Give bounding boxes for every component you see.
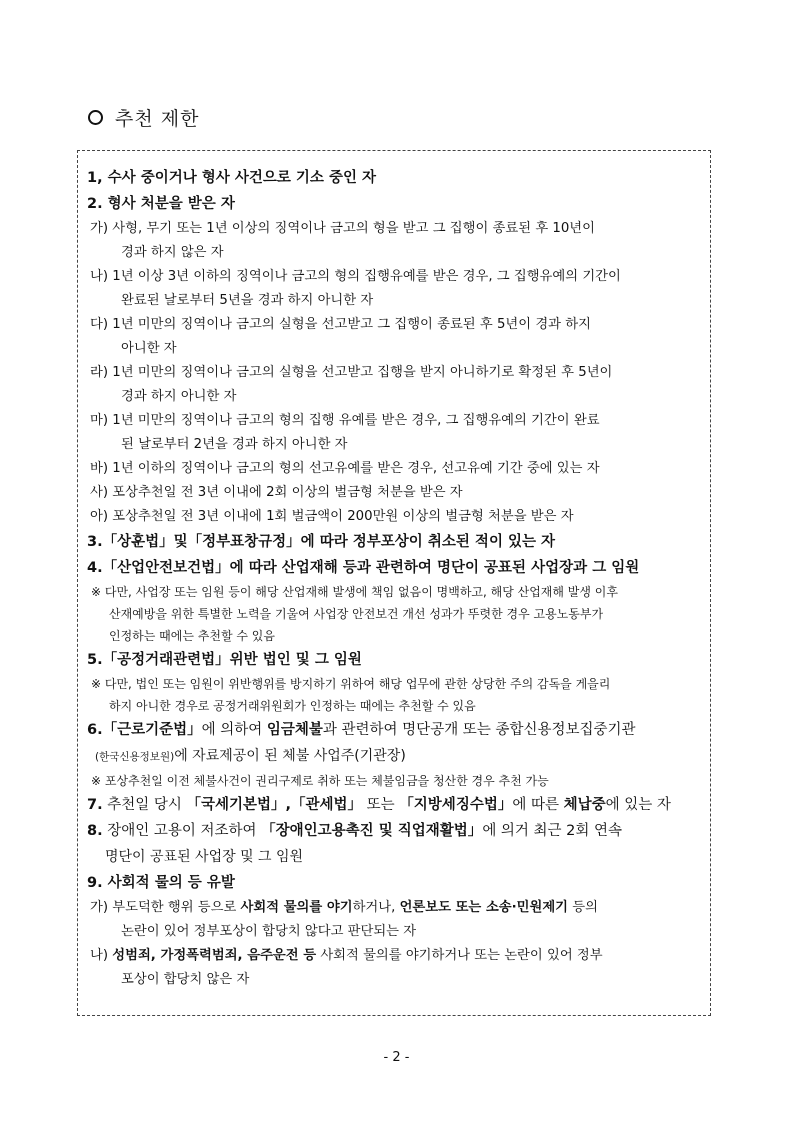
- line-text: 라) 1년 미만의 징역이나 금고의 실형을 선고받고 집행을 받지 아니하기로 확정된 후 5년이: [90, 365, 613, 380]
- restriction-line: [87, 481, 702, 505]
- line-text: (한국신용정보원): [95, 751, 175, 763]
- restriction-line: [87, 409, 702, 433]
- line-text: 경과 하지 아니한 자: [121, 389, 237, 404]
- line-text: ※ 다만, 법인 또는 임원이 위반행위를 방지하기 위하여 해당 업무에 관한 상당한 주의 감독을 게을리: [91, 677, 611, 691]
- restriction-line: [87, 581, 702, 603]
- line-text: 하거나,: [352, 900, 400, 915]
- restriction-line: [87, 361, 702, 385]
- line-text: 된 날로부터 2년을 경과 하지 아니한 자: [121, 437, 348, 452]
- restriction-line: [87, 968, 702, 992]
- restriction-line: [87, 818, 702, 844]
- line-text: 경과 하지 않은 자: [121, 245, 224, 260]
- line-text: 가) 부도덕한 행위 등으로: [90, 900, 241, 915]
- line-text: 사) 포상추천일 전 3년 이내에 2회 이상의 벌금형 처분을 받은 자: [90, 485, 463, 500]
- restriction-line: [87, 647, 702, 673]
- restriction-line: [87, 337, 702, 361]
- line-text: 명단이 공표된 사업장 및 그 임원: [105, 849, 304, 865]
- line-text: 6.「근로기준법」: [87, 722, 202, 738]
- restriction-line: [87, 792, 702, 818]
- line-text: 등의: [568, 900, 598, 915]
- line-text: 성범죄, 가정폭력범죄, 음주운전 등: [112, 948, 317, 963]
- line-text: 논란이 있어 정부포상이 합당치 않다고 판단되는 자: [121, 924, 417, 939]
- line-text: 9. 사회적 물의 등 유발: [87, 875, 235, 891]
- restriction-line: [87, 625, 702, 647]
- line-text: 나): [90, 948, 113, 963]
- line-text: 바) 1년 이하의 징역이나 금고의 형의 선고유예를 받은 경우, 선고유예 기간 중에 있는 자: [90, 461, 600, 476]
- restriction-line: [87, 165, 702, 191]
- line-text: 사회적 물의를 야기하거나 또는 논란이 있어 정부: [316, 948, 603, 963]
- restriction-line: [87, 217, 702, 241]
- line-text: 아) 포상추천일 전 3년 이내에 1회 벌금액이 200만원 이상의 벌금형 처분을 받은 자: [90, 509, 574, 524]
- line-text: 「국세기본법」,「관세법」: [186, 797, 363, 813]
- restriction-line: [87, 529, 702, 555]
- line-text: 2. 형사 처분을 받은 자: [87, 196, 235, 212]
- restriction-line: [87, 313, 702, 337]
- line-text: 에 있는 자: [605, 797, 671, 813]
- restriction-line: [87, 241, 702, 265]
- section-heading: [88, 104, 199, 131]
- line-text: 가) 사형, 무기 또는 1년 이상의 징역이나 금고의 형을 받고 그 집행이 종료된 후 10년이: [90, 221, 595, 236]
- line-text: 「장애인고용촉진 및 직업재활법」: [261, 823, 483, 839]
- line-text: ※ 다만, 사업장 또는 임원 등이 해당 산업재해 발생에 책임 없음이 명백하고, 해당 산업재해 발생 이후: [91, 585, 618, 599]
- line-text: 산재예방을 위한 특별한 노력을 기울여 사업장 안전보건 개선 성과가 뚜렷한 경우 고용노동부가: [109, 607, 604, 621]
- line-text: 1, 수사 중이거나 형사 사건으로 기소 중인 자: [87, 170, 377, 186]
- line-text: 에 의하여: [201, 722, 267, 738]
- line-text: 에 따른: [512, 797, 564, 813]
- page-number: - 2 -: [383, 1050, 410, 1065]
- line-text: 에 자료제공이 된 체불 사업주(기관장): [174, 748, 406, 764]
- line-text: 나) 1년 이상 3년 이하의 징역이나 금고의 형의 집행유예를 받은 경우, 그 집행유예의 기간이: [90, 269, 621, 284]
- line-text: 추천일 당시: [102, 797, 187, 813]
- restriction-line: [87, 457, 702, 481]
- line-text: 과 관련하여 명단공개 또는 종합신용정보집중기관: [322, 722, 636, 738]
- line-text: 8.: [87, 823, 103, 839]
- line-text: 또는: [362, 797, 400, 813]
- line-text: 체납중: [563, 797, 606, 813]
- restriction-line: [87, 433, 702, 457]
- line-text: 7.: [87, 797, 103, 813]
- line-text: 장애인 고용이 저조하여: [102, 823, 262, 839]
- restriction-line: [87, 896, 702, 920]
- restriction-line: [87, 944, 702, 968]
- restriction-line: [87, 385, 702, 409]
- line-text: 4.「산업안전보건법」에 따라 산업재해 등과 관련하여 명단이 공표된 사업장과 그 임원: [87, 560, 640, 576]
- line-text: 포상이 합당치 않은 자: [121, 972, 250, 987]
- restriction-box: [77, 150, 711, 1016]
- line-text: 완료된 날로부터 5년을 경과 하지 아니한 자: [121, 293, 374, 308]
- restriction-line: [87, 555, 702, 581]
- circle-bullet-icon: [88, 110, 103, 125]
- line-text: 언론보도 또는 소송·민원제기: [399, 900, 569, 915]
- restriction-line: [87, 717, 702, 743]
- restriction-line: [87, 505, 702, 529]
- line-text: 3.「상훈법」및「정부표창규정」에 따라 정부포상이 취소된 적이 있는 자: [87, 534, 556, 550]
- restriction-line: [87, 920, 702, 944]
- restriction-line: [87, 870, 702, 896]
- line-text: 인정하는 때에는 추천할 수 있음: [109, 629, 275, 643]
- restriction-line: [87, 289, 702, 313]
- line-text: 아니한 자: [121, 341, 177, 356]
- line-text: 에 의거 최근 2회 연속: [482, 823, 623, 839]
- line-text: 마) 1년 미만의 징역이나 금고의 형의 집행 유예를 받은 경우, 그 집행유예의 기간이 완료: [90, 413, 600, 428]
- line-text: 「지방세징수법」: [399, 797, 513, 813]
- line-text: 임금체불: [266, 722, 323, 738]
- line-text: ※ 포상추천일 이전 체불사건이 권리구제로 취하 또는 체불임금을 청산한 경우 추천 가능: [91, 774, 549, 788]
- line-text: 사회적 물의를 야기: [240, 900, 353, 915]
- heading-text: 추천 제한: [115, 108, 200, 130]
- restriction-line: [87, 844, 702, 870]
- restriction-line: [87, 695, 702, 717]
- restriction-line: [87, 673, 702, 695]
- restriction-line: [87, 265, 702, 289]
- line-text: 5.「공정거래관련법」위반 법인 및 그 임원: [87, 652, 362, 668]
- line-text: 하지 아니한 경우로 공정거래위원회가 인정하는 때에는 추천할 수 있음: [109, 699, 476, 713]
- restriction-line: [87, 191, 702, 217]
- restriction-line: [87, 743, 702, 770]
- line-text: 다) 1년 미만의 징역이나 금고의 실형을 선고받고 그 집행이 종료된 후 5년이 경과 하지: [90, 317, 591, 332]
- restriction-line: [87, 770, 702, 792]
- restriction-line: [87, 603, 702, 625]
